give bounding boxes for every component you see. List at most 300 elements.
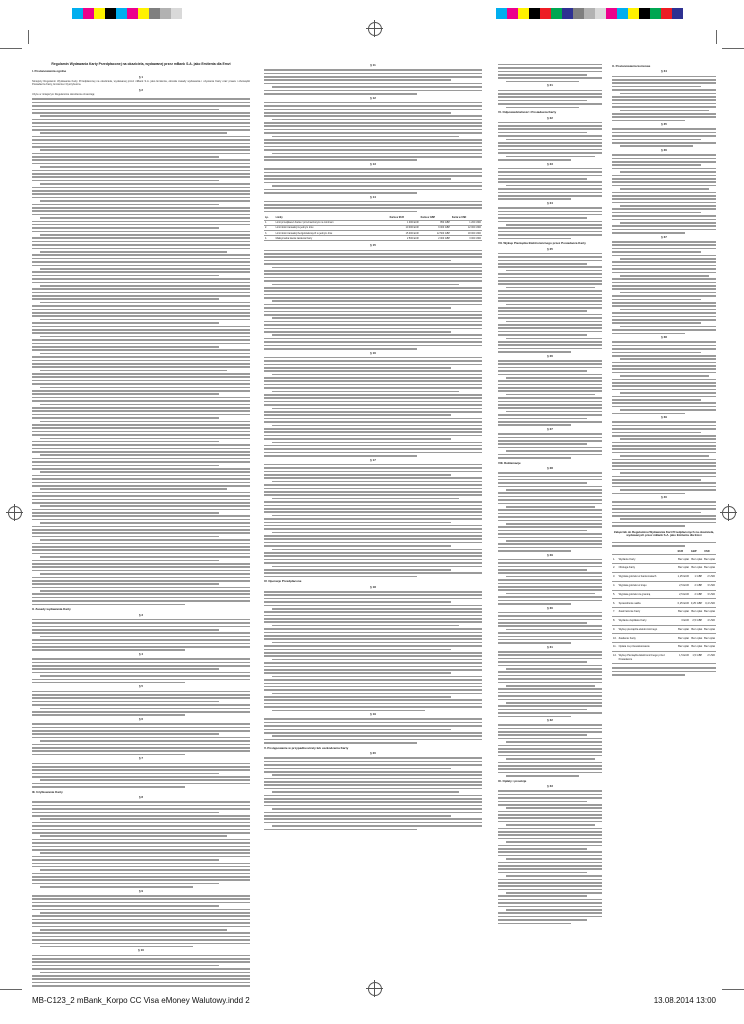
text-line (264, 725, 482, 727)
table-cell: Limit przedpłaceń Karta z przeznaczonym na minimum (275, 220, 389, 225)
text-line (32, 170, 250, 172)
text-line (498, 625, 602, 627)
text-line (40, 370, 227, 372)
text-line (612, 448, 716, 450)
text-line (264, 394, 482, 396)
text-line (498, 762, 602, 764)
paragraph-body (612, 128, 716, 147)
text-line (264, 511, 482, 513)
text-line (40, 387, 250, 389)
table-cell: 12 500 GBP (420, 231, 451, 236)
text-line (272, 334, 482, 336)
text-line (498, 132, 587, 134)
text-line (264, 686, 482, 688)
table-row (612, 652, 716, 664)
text-line (32, 485, 250, 487)
text-line (498, 851, 602, 853)
paragraph-number: § 14 (370, 194, 376, 199)
color-patch (72, 8, 83, 19)
text-line (32, 475, 250, 477)
color-calibration-strip-left (72, 8, 182, 19)
text-line (32, 727, 250, 729)
text-line (264, 260, 451, 262)
text-line (498, 533, 602, 535)
text-line (32, 919, 250, 921)
text-line (498, 636, 602, 638)
text-line (272, 808, 482, 810)
text-line (612, 208, 716, 210)
column-3 (498, 62, 716, 987)
text-line (612, 428, 716, 430)
text-line (264, 192, 417, 194)
color-patch (507, 8, 518, 19)
text-line (32, 461, 250, 463)
paragraph-number: § 21 (547, 83, 553, 88)
text-line (264, 815, 451, 817)
text-line (32, 143, 250, 145)
text-line (612, 365, 716, 367)
table-cell: 15 000 EUR (389, 231, 420, 236)
text-line (498, 227, 602, 229)
document-page (32, 62, 716, 987)
text-line (32, 112, 250, 114)
text-line (264, 156, 482, 158)
text-line (498, 221, 602, 223)
text-line (32, 448, 250, 450)
text-line (40, 590, 250, 592)
text-line (498, 885, 602, 887)
text-line (264, 679, 482, 681)
text-line (264, 501, 482, 503)
table-cell: Wykup pieniądza elektronicznego (618, 625, 677, 634)
text-line (612, 299, 701, 301)
text-line (612, 355, 716, 357)
column-1 (32, 62, 250, 987)
paragraph-number: § 11 (370, 63, 376, 67)
text-line (498, 923, 571, 925)
text-line (612, 508, 716, 510)
paragraph-number: § 19 (370, 712, 376, 717)
text-line (40, 234, 250, 236)
text-line (612, 164, 701, 166)
paragraph-body (32, 763, 250, 788)
paragraph-number: § 1 (138, 74, 144, 79)
text-line (612, 445, 716, 447)
text-line (612, 251, 701, 253)
text-line (40, 740, 250, 742)
text-line (264, 572, 482, 574)
text-line (264, 618, 482, 620)
text-line (612, 268, 716, 270)
paragraph-number: § 29 (547, 552, 553, 557)
text-line (32, 805, 250, 807)
text-line (40, 183, 250, 185)
text-line (620, 205, 716, 207)
table-cell: Wykup Pieniądza Elektronicznego przez Posiadacza (618, 652, 677, 664)
text-line (40, 869, 250, 871)
text-line (40, 268, 250, 270)
table-cell: 2 GBP (690, 590, 703, 599)
text-line (264, 652, 482, 654)
text-line (498, 195, 602, 197)
text-line (264, 632, 482, 634)
table-cell: 0,25 EUR (677, 599, 690, 608)
text-line (498, 745, 602, 747)
text-line (498, 902, 602, 904)
color-patch (617, 8, 628, 19)
text-line (620, 222, 716, 224)
text-line (32, 898, 250, 900)
text-line (612, 345, 716, 347)
text-line (620, 472, 716, 474)
text-line (612, 76, 716, 78)
text-line (32, 346, 219, 348)
text-line (264, 125, 482, 127)
text-line (264, 718, 482, 720)
text-line (32, 958, 250, 960)
text-line (620, 275, 709, 277)
text-line (40, 285, 250, 287)
text-line (40, 556, 250, 558)
text-line (32, 529, 250, 531)
text-line (264, 370, 482, 372)
text-line (264, 172, 482, 174)
text-line (272, 374, 482, 376)
text-line (32, 672, 250, 674)
table-cell: Limit ilości transakcji bezgotówkowych w jednym dniu (275, 231, 389, 236)
text-line (32, 139, 250, 141)
text-line (498, 122, 602, 124)
text-line (264, 401, 482, 403)
text-line (40, 929, 227, 931)
text-line (32, 766, 250, 768)
text-line (32, 417, 219, 419)
table-header-cell: USD (703, 550, 716, 555)
text-line (498, 675, 602, 677)
section-heading: VI. Odpowiedzialność i Posiadacza Karty (498, 110, 557, 115)
text-line (40, 166, 250, 168)
text-line (612, 462, 716, 464)
text-line (264, 273, 482, 275)
text-line (498, 559, 602, 561)
text-line (32, 825, 250, 827)
text-line (612, 175, 716, 177)
text-line (498, 814, 602, 816)
text-line (40, 421, 250, 423)
text-line (620, 438, 716, 440)
text-line (498, 731, 602, 733)
text-line (264, 555, 482, 557)
table-cell: 1. (264, 220, 275, 225)
text-line (498, 234, 602, 236)
text-line (612, 241, 716, 243)
text-line (498, 801, 587, 803)
table-header-cell: Karta w EUR (389, 215, 420, 220)
text-line (498, 390, 602, 392)
text-line (612, 158, 716, 160)
text-line (272, 774, 482, 776)
text-line (264, 428, 482, 430)
text-line (498, 253, 602, 255)
text-line (498, 152, 602, 154)
text-line (506, 270, 602, 272)
text-line (612, 128, 716, 130)
table-header-cell: GBP (690, 550, 703, 555)
text-line (498, 492, 602, 494)
text-line (40, 251, 227, 253)
paragraph-number: § 15 (370, 243, 376, 248)
text-line (32, 526, 250, 528)
text-line (32, 563, 250, 565)
text-line (264, 467, 482, 469)
text-line (32, 275, 219, 277)
color-patch (562, 8, 573, 19)
text-line (612, 674, 685, 676)
paragraph-body (498, 724, 602, 776)
table-cell: 5. (612, 590, 618, 599)
text-line (498, 277, 602, 279)
text-line (498, 496, 602, 498)
text-line (264, 132, 482, 134)
text-line (498, 692, 602, 694)
text-line (612, 362, 716, 364)
text-line (32, 360, 250, 362)
text-line (32, 763, 250, 765)
text-line (612, 515, 716, 517)
text-line (498, 678, 602, 680)
paragraph-number: § 34 (661, 69, 667, 74)
text-line (498, 547, 602, 549)
text-line (498, 516, 602, 518)
text-line (32, 431, 250, 433)
text-line (264, 263, 482, 265)
text-line (32, 309, 250, 311)
table-cell: 3. (612, 573, 618, 582)
text-line (498, 879, 602, 881)
paragraph-number: § 33 (547, 784, 553, 789)
text-line (264, 491, 482, 493)
text-line (264, 380, 482, 382)
table-cell: 1,5 GBP (690, 652, 703, 664)
text-line (264, 801, 482, 803)
text-line (264, 474, 451, 476)
section-heading: I. Postanowienia ogólne (32, 69, 67, 74)
text-line (498, 384, 602, 386)
text-line (612, 295, 716, 297)
paragraph-number: § 18 (370, 584, 376, 589)
table-cell: 0,4 USD (703, 599, 716, 608)
text-line (498, 211, 602, 213)
paragraph-body (32, 801, 250, 887)
text-line (620, 309, 716, 311)
text-line (264, 311, 482, 313)
text-line (272, 284, 459, 286)
paragraph-number: § 40 (661, 495, 667, 500)
text-line (612, 255, 716, 257)
text-line (612, 96, 716, 98)
text-line (32, 730, 250, 732)
text-line (32, 119, 250, 121)
table-cell: 2 USD (703, 652, 716, 664)
fees-table (612, 550, 716, 664)
text-line (264, 545, 451, 547)
text-line (32, 808, 250, 810)
text-line (612, 442, 716, 444)
text-line (612, 202, 716, 204)
text-line (498, 414, 602, 416)
text-line (40, 471, 250, 473)
section-heading: V. Postępowanie w przypadku utraty lub uszkodzenia Karty (264, 745, 349, 750)
text-line (506, 909, 602, 911)
table-row (612, 564, 716, 573)
text-line (620, 392, 716, 394)
text-line (506, 450, 602, 452)
text-line (264, 471, 482, 473)
table-row (612, 616, 716, 625)
text-line (498, 266, 602, 268)
text-line (264, 79, 451, 81)
table-cell: 4 USD (703, 616, 716, 625)
text-line (40, 149, 250, 151)
text-line (506, 489, 602, 491)
text-line (498, 899, 602, 901)
text-line (32, 926, 250, 928)
text-line (264, 542, 482, 544)
table-cell: Wydanie Karty (618, 555, 677, 564)
text-line (32, 632, 250, 634)
text-line (264, 201, 482, 203)
text-line (272, 642, 482, 644)
table-cell: Wypłata gotówki za granicą (618, 590, 677, 599)
color-calibration-strip-right (496, 8, 683, 19)
text-line (40, 522, 250, 524)
text-line (498, 569, 587, 571)
text-line (32, 512, 219, 514)
text-line (498, 128, 602, 130)
text-line (506, 506, 595, 508)
text-line (264, 149, 482, 151)
text-line (620, 292, 716, 294)
text-line (264, 706, 482, 708)
text-line (612, 479, 701, 481)
text-line (498, 811, 602, 813)
text-line (506, 523, 602, 525)
text-line (612, 389, 716, 391)
text-line (264, 576, 417, 578)
text-line (506, 540, 602, 542)
text-line (272, 86, 482, 88)
text-line (32, 136, 250, 138)
paragraph-number: § 23 (547, 161, 553, 166)
text-line (264, 628, 482, 630)
paragraph-body (264, 757, 482, 830)
text-line (32, 458, 250, 460)
text-line (498, 401, 602, 403)
table-cell: 9. (612, 625, 618, 634)
text-line (264, 431, 482, 433)
text-line (40, 404, 250, 406)
text-line (40, 675, 250, 677)
text-line (264, 615, 482, 617)
table-row (612, 599, 716, 608)
text-line (32, 985, 250, 987)
limits-table (264, 215, 482, 241)
text-line (264, 666, 482, 668)
paragraph-body (498, 790, 602, 924)
text-line (264, 178, 451, 180)
text-line (506, 629, 602, 631)
text-line (612, 399, 701, 401)
table-header-cell: Limity (275, 215, 389, 220)
paragraph-body (32, 658, 250, 683)
text-line (264, 798, 482, 800)
registration-mark-top (368, 22, 382, 36)
text-line (612, 272, 716, 274)
paragraph-body (498, 90, 602, 109)
text-line (612, 142, 716, 144)
text-line (272, 608, 482, 610)
text-line (620, 93, 716, 95)
text-line (32, 829, 250, 831)
text-line (40, 779, 250, 781)
text-line (32, 519, 250, 521)
text-line (612, 82, 716, 84)
text-line (32, 600, 250, 602)
text-line (498, 103, 602, 105)
text-line (612, 282, 716, 284)
paragraph-number: § 12 (370, 95, 376, 100)
text-line (612, 671, 716, 673)
text-line (272, 425, 482, 427)
text-line (272, 532, 482, 534)
text-line (32, 546, 250, 548)
text-line (612, 476, 716, 478)
text-line (264, 297, 482, 299)
crop-mark (0, 989, 22, 990)
text-line (32, 801, 250, 803)
text-line (498, 260, 602, 262)
text-line (32, 936, 250, 938)
text-line (32, 214, 250, 216)
text-line (32, 733, 219, 735)
text-line (498, 838, 602, 840)
text-line (264, 253, 482, 255)
text-line (32, 622, 250, 624)
text-line (264, 287, 482, 289)
text-line (32, 697, 250, 699)
text-line (32, 465, 219, 467)
color-patch (650, 8, 661, 19)
table-header-cell: Karta w USD (451, 215, 482, 220)
text-line (32, 343, 250, 345)
text-line (32, 468, 250, 470)
text-line (620, 409, 716, 411)
text-line (32, 502, 250, 504)
text-line (264, 348, 417, 350)
text-line (32, 773, 219, 775)
text-line (264, 505, 482, 507)
text-line (506, 593, 595, 595)
paragraph-body (32, 955, 250, 987)
text-line (498, 145, 602, 147)
text-line (40, 818, 250, 820)
paragraph-number: § 37 (661, 234, 667, 239)
text-line (264, 397, 482, 399)
text-line (264, 788, 482, 790)
text-line (40, 454, 250, 456)
text-line (32, 376, 250, 378)
text-line (620, 188, 709, 190)
